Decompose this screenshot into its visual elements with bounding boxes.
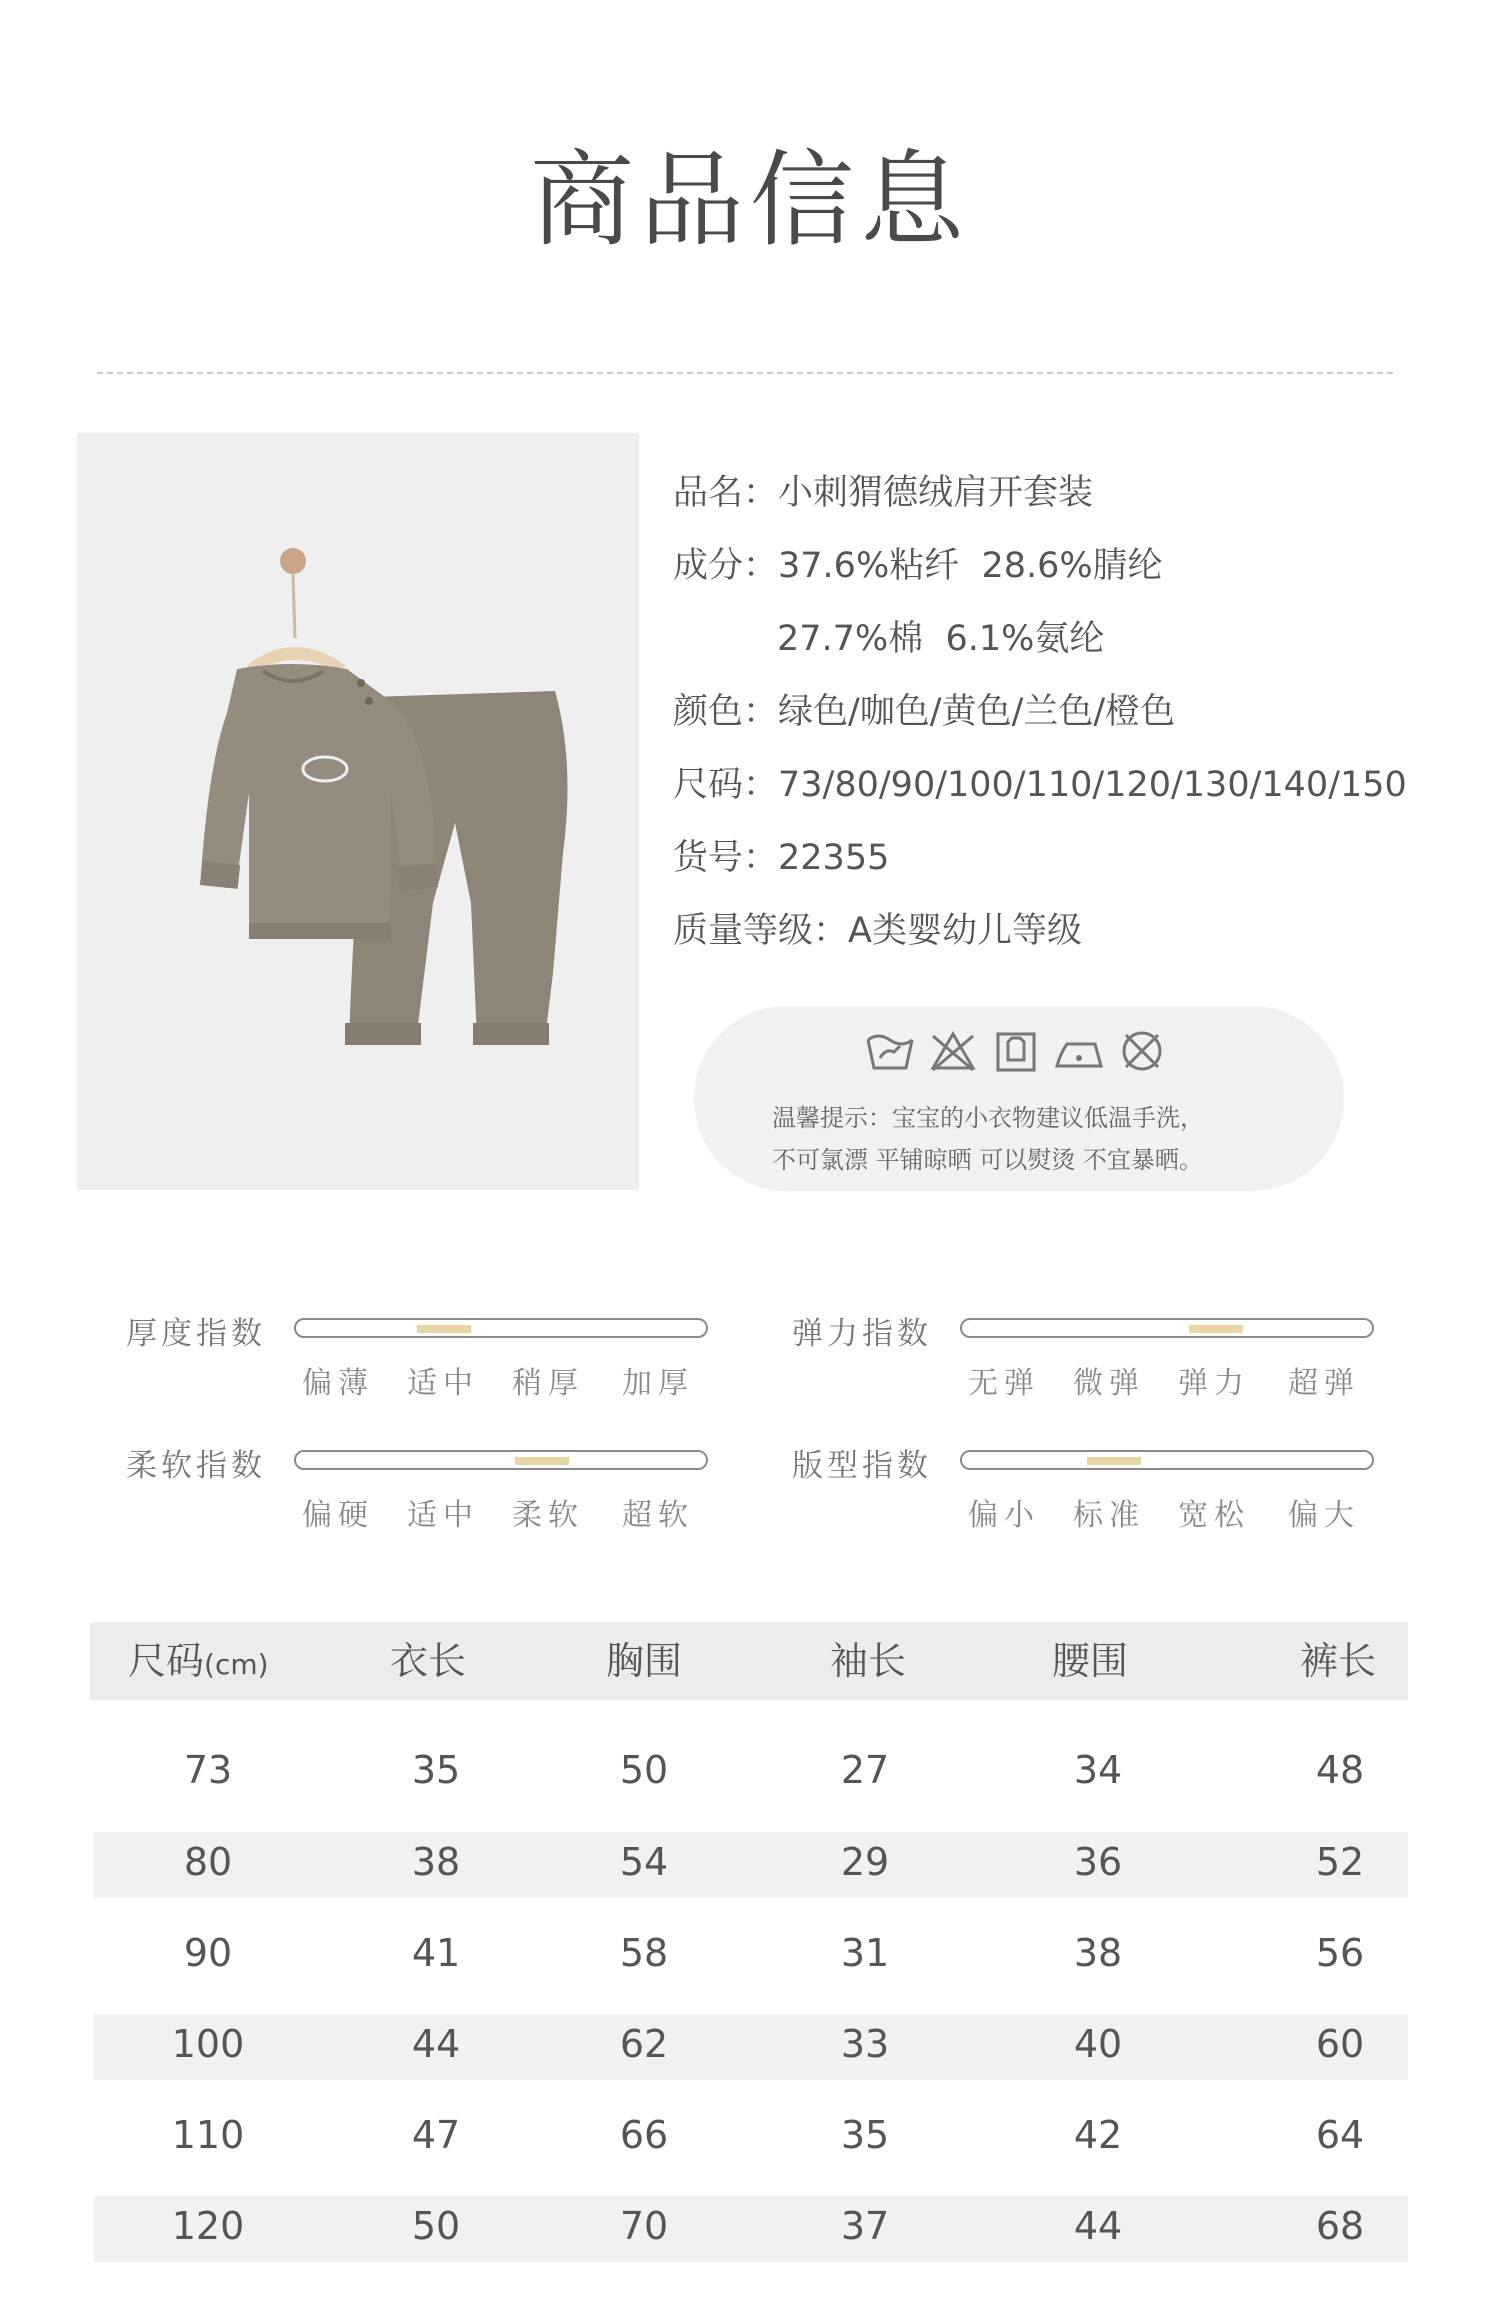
- table-cell: 38: [411, 1840, 461, 1884]
- index-label: 柔软指数: [126, 1448, 266, 1484]
- info-color: [673, 682, 1473, 755]
- grade-label: 质量等级：: [673, 911, 849, 951]
- table-cell: 37: [840, 2204, 890, 2248]
- table-cell: 80: [183, 1840, 233, 1884]
- index-ticks: [302, 1490, 722, 1533]
- index-tick: 宽松: [1178, 1498, 1250, 1533]
- table-cell: 50: [411, 2204, 461, 2248]
- name-label: 品名：: [673, 473, 779, 513]
- table-cell: 35: [840, 2113, 890, 2157]
- header-cell: 裤长: [1300, 1639, 1377, 1683]
- item-label: 货号：: [673, 838, 779, 878]
- fit-index: [792, 1440, 1412, 1560]
- table-cell: 64: [1315, 2113, 1365, 2157]
- table-cell: 40: [1073, 2022, 1123, 2066]
- index-label: 版型指数: [792, 1448, 932, 1484]
- table-cell: 90: [183, 1931, 233, 1975]
- index-tick: 偏硬: [302, 1498, 374, 1533]
- table-cell: 35: [411, 1748, 461, 1792]
- table-row: [90, 1740, 1408, 1800]
- index-track: [960, 1450, 1374, 1470]
- composition-value-2: 27.7%棉 6.1%氨纶: [777, 619, 1105, 659]
- hand-wash-icon: [864, 1028, 916, 1074]
- table-cell: 60: [1315, 2022, 1365, 2066]
- index-marker: [515, 1457, 569, 1465]
- table-cell: 58: [619, 1931, 669, 1975]
- table-cell: 52: [1315, 1840, 1365, 1884]
- index-tick: 稍厚: [512, 1366, 584, 1401]
- index-marker: [417, 1325, 471, 1333]
- grade-value: A类婴幼儿等级: [848, 911, 1082, 951]
- info-size: [673, 755, 1473, 828]
- index-ticks: [968, 1358, 1388, 1401]
- name-value: 小刺猬德绒肩开套装: [778, 473, 1094, 513]
- table-cell: 110: [171, 2113, 245, 2157]
- size-value: 73/80/90/100/110/120/130/140/150: [778, 765, 1407, 805]
- table-row: [90, 2105, 1408, 2165]
- table-cell: 44: [1073, 2204, 1123, 2248]
- index-label: 厚度指数: [126, 1316, 266, 1352]
- index-tick: 偏薄: [302, 1366, 374, 1401]
- table-cell: 36: [1073, 1840, 1123, 1884]
- item-value: 22355: [778, 838, 890, 878]
- index-track: [294, 1450, 708, 1470]
- table-cell: 120: [171, 2204, 245, 2248]
- table-cell: 50: [619, 1748, 669, 1792]
- index-label: 弹力指数: [792, 1316, 932, 1352]
- table-cell: 56: [1315, 1931, 1365, 1975]
- index-track: [960, 1318, 1374, 1338]
- table-row: [90, 1832, 1408, 1892]
- table-cell: 41: [411, 1931, 461, 1975]
- elasticity-index: [792, 1308, 1412, 1428]
- info-composition: [673, 536, 1473, 609]
- header-size-label: 尺码: [128, 1639, 205, 1683]
- table-cell: 48: [1315, 1748, 1365, 1792]
- flat-dry-icon: [990, 1028, 1042, 1074]
- info-name: [673, 463, 1473, 536]
- info-item-number: [673, 828, 1473, 901]
- iron-icon: [1053, 1028, 1105, 1074]
- table-cell: 54: [619, 1840, 669, 1884]
- header-cell: 衣长: [390, 1639, 467, 1683]
- table-cell: 68: [1315, 2204, 1365, 2248]
- index-ticks: [968, 1490, 1388, 1533]
- composition-label: 成分：: [673, 546, 779, 586]
- care-icons: [864, 1028, 1174, 1078]
- index-tick: 适中: [407, 1498, 479, 1533]
- header-size: [128, 1622, 269, 1704]
- table-cell: 73: [183, 1748, 233, 1792]
- no-bleach-icon: [927, 1028, 979, 1074]
- table-cell: 62: [619, 2022, 669, 2066]
- index-tick: 柔软: [512, 1498, 584, 1533]
- composition-value-1: 37.6%粘纤 28.6%腈纶: [778, 546, 1163, 586]
- index-tick: 加厚: [622, 1366, 694, 1401]
- color-value: 绿色/咖色/黄色/兰色/橙色: [778, 692, 1176, 732]
- header-size-unit: (cm): [204, 1648, 269, 1681]
- table-row: [90, 1923, 1408, 1983]
- info-composition-2: [673, 609, 1473, 682]
- index-tick: 无弹: [968, 1366, 1040, 1401]
- index-tick: 微弹: [1073, 1366, 1145, 1401]
- product-photo: [77, 433, 639, 1190]
- care-tip-line-2: 不可氯漂 平铺晾晒 可以熨烫 不宜暴晒。: [772, 1146, 1203, 1174]
- care-tip-line-1: 温馨提示：宝宝的小衣物建议低温手洗，: [772, 1104, 1204, 1132]
- info-grade: [673, 901, 1473, 974]
- header-cell: 胸围: [606, 1639, 683, 1683]
- table-cell: 70: [619, 2204, 669, 2248]
- table-row: [90, 2196, 1408, 2256]
- index-tick: 偏大: [1288, 1498, 1360, 1533]
- table-cell: 38: [1073, 1931, 1123, 1975]
- size-table-header: [90, 1622, 1408, 1700]
- table-cell: 34: [1073, 1748, 1123, 1792]
- thickness-index: [126, 1308, 746, 1428]
- table-cell: 66: [619, 2113, 669, 2157]
- product-info: [673, 463, 1473, 974]
- table-cell: 29: [840, 1840, 890, 1884]
- index-tick: 弹力: [1178, 1366, 1250, 1401]
- index-tick: 偏小: [968, 1498, 1040, 1533]
- header-cell: 腰围: [1052, 1639, 1129, 1683]
- size-table: [90, 1622, 1408, 2248]
- no-tumble-dry-icon: [1116, 1028, 1168, 1074]
- index-tick: 超弹: [1288, 1366, 1360, 1401]
- table-cell: 31: [840, 1931, 890, 1975]
- index-tick: 适中: [407, 1366, 479, 1401]
- softness-index: [126, 1440, 746, 1560]
- index-ticks: [302, 1358, 722, 1401]
- table-cell: 47: [411, 2113, 461, 2157]
- table-cell: 27: [840, 1748, 890, 1792]
- index-marker: [1087, 1457, 1141, 1465]
- table-cell: 100: [171, 2022, 245, 2066]
- index-tick: 标准: [1073, 1498, 1145, 1533]
- table-cell: 33: [840, 2022, 890, 2066]
- table-cell: 42: [1073, 2113, 1123, 2157]
- index-marker: [1189, 1325, 1243, 1333]
- header-cell: 袖长: [830, 1639, 907, 1683]
- index-tick: 超软: [622, 1498, 694, 1533]
- table-row: [90, 2014, 1408, 2074]
- garment-illustration: [77, 433, 639, 1190]
- color-label: 颜色：: [673, 692, 779, 732]
- page-title: 商品信息: [529, 139, 970, 261]
- care-tips: [694, 1006, 1344, 1191]
- table-cell: 44: [411, 2022, 461, 2066]
- dashed-divider: [97, 372, 1393, 374]
- index-track: [294, 1318, 708, 1338]
- size-label: 尺码：: [673, 765, 779, 805]
